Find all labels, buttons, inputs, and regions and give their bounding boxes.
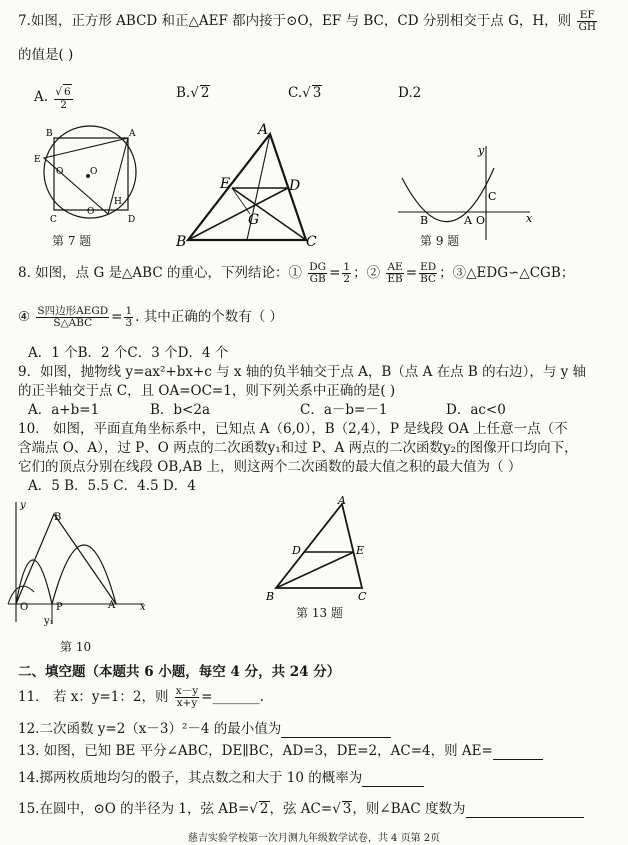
q7-line1: [18, 10, 618, 33]
q9-line1: 9．如图，抛物线 y=ax²+bx+c 与 x 轴的负半轴交于点 A，B（点 A 在点 B 的右边），与 y 轴: [18, 364, 587, 380]
q9-option-d: D．ac<0: [446, 402, 506, 418]
q8-eq2: =: [405, 265, 418, 281]
q10-label-x: x: [140, 602, 146, 613]
q15-part3: ，则∠BAC 度数为: [352, 801, 466, 817]
q9-label-c: C: [488, 190, 497, 203]
q7-option-b-radicand: 2: [200, 85, 210, 101]
q8-figure: [170, 118, 330, 250]
q13-label-c: C: [358, 590, 367, 603]
q8-h1-num: 1: [343, 261, 351, 273]
q10-label-b: B: [54, 512, 62, 523]
q7-option-a-den: 2: [60, 99, 67, 111]
q8-sep1: ；②: [353, 265, 381, 281]
q8-median-ce: [232, 188, 306, 240]
q8-c4-prefix: ④: [18, 309, 31, 325]
q12-answer-blank[interactable]: [281, 723, 391, 738]
q8-f2-num: AE: [387, 261, 403, 273]
q8-h1-den: 2: [343, 273, 351, 285]
q7-caption: 第 7 题: [52, 234, 92, 248]
q7-option-b: B.√ 2: [176, 85, 210, 101]
q11-line: [18, 686, 618, 709]
q8-frac-ed-bc: [419, 262, 437, 285]
q9-figure: [390, 140, 540, 240]
q8-f3-den: BC: [420, 273, 437, 285]
q9-label-b: B: [420, 214, 429, 227]
q15-answer-blank[interactable]: [466, 803, 584, 818]
q7-line2: 的值是( ): [18, 47, 74, 63]
q8-label-e: E: [220, 176, 231, 192]
q13-text: 13. 如图，已知 BE 平分∠ABC，DE∥BC，AD=3，DE=2，AC=4，则 AE=: [18, 743, 493, 759]
q9-label-x: x: [526, 212, 533, 225]
q7-label-h: H: [114, 197, 122, 207]
q7-figure: [28, 118, 148, 230]
q10-label-a: A: [108, 600, 116, 611]
q8-sep2: ；③△EDG∽△CGB；: [439, 265, 575, 281]
q7-label-o: O: [90, 167, 98, 177]
q7-text: 7.如图，正方形 ABCD 和正△AEF 都内接于⊙O，EF 与 BC，CD 分别相交于点 G，H，则: [18, 13, 572, 29]
q10-curve-y1: [16, 560, 52, 604]
page-footer: 慈吉实验学校第一次月测九年级数学试卷，共 4 页第 2页: [187, 833, 441, 844]
q15-part1: 15.在圆中，⊙O 的半径为 1，弦 AB=: [18, 801, 250, 817]
q11-den: x+y: [176, 697, 198, 709]
q8-eq1: =: [329, 265, 341, 281]
q15-part2: ，弦 AC=: [269, 801, 333, 817]
q7-option-a-radicand: 6: [64, 86, 71, 98]
q10-curve-y2: [52, 545, 116, 604]
q7-ratio: [577, 10, 597, 33]
q8-line1: [18, 262, 618, 285]
q9-label-y: y: [478, 144, 485, 157]
q10-label-y: y: [20, 500, 26, 511]
q15-radicand2: 3: [342, 801, 352, 817]
q11-num: x－y: [175, 685, 199, 697]
q10-figure: [4, 496, 164, 630]
q8-segment-eg: [232, 188, 250, 214]
q9-label-a: A: [464, 214, 472, 227]
q8-f3-num: ED: [420, 261, 437, 273]
q7-label-d: D: [128, 215, 136, 225]
q14-answer-blank[interactable]: [362, 772, 424, 787]
q7-label-a: A: [129, 129, 136, 139]
q10-line1: 10． 如图，平面直角坐标系中，已知点 A（6,0），B（2,4），P 是线段 OA 上任意一点（不: [18, 421, 568, 437]
q8-eq3: =: [111, 309, 123, 325]
q13-label-d: D: [292, 544, 301, 557]
q9-option-b: B．b<2a: [150, 402, 211, 418]
q8-options: A．1 个B．2 个C．3 个D．4 个: [28, 345, 229, 361]
q8-h2-num: 1: [125, 305, 133, 317]
q7-ratio-num: EF: [577, 10, 597, 22]
q8-f2-den: EB: [387, 273, 403, 285]
q10-label-y1: y₁: [44, 616, 54, 627]
q10-line2: 含端点 O、A），过 P、O 两点的二次函数y₁和过 P、A 两点的二次函数y₂的图像开口均向下，: [18, 440, 578, 456]
q7-option-a-num: √ 6: [55, 86, 71, 98]
q7-label-f: O: [87, 207, 95, 217]
q7-ratio-den: GH: [578, 21, 597, 33]
q13-label-a: A: [338, 494, 346, 507]
q9-line2: 的正半轴交于点 C，且 OA=OC=1，则下列关系中正确的是( ): [18, 383, 396, 399]
q11-frac: [175, 686, 199, 709]
q9-option-a: A．a+b=1: [28, 402, 100, 418]
q9-label-o: O: [476, 214, 486, 227]
q7-option-b-label: B.: [176, 85, 191, 101]
q10-label-p: P: [56, 602, 63, 613]
q13-triangle-abc: [276, 504, 365, 588]
q14-line: [18, 769, 618, 787]
q8-frac-half: [342, 262, 351, 285]
q10-options: A．5 B．5.5 C．4.5 D．4: [28, 478, 196, 494]
q7-option-d: D.2: [398, 85, 422, 101]
q8-label-g: G: [248, 212, 260, 228]
q8-s-num: S四边形AEGD: [37, 305, 109, 317]
q7-label-b: B: [46, 129, 53, 139]
q15-radicand1: 2: [259, 801, 269, 817]
q8-line2: [18, 306, 618, 329]
q8-frac-ae-eb: [386, 262, 403, 285]
q8-prefix: 8. 如图，点 G 是△ABC 的重心，下列结论：①: [18, 265, 302, 281]
section2-title: 二、填空题（本题共 6 小题，每空 4 分，共 24 分）: [18, 664, 341, 680]
q8-label-b: B: [176, 234, 187, 250]
q13-label-b: B: [266, 590, 275, 603]
q10-line3: 它们的顶点分别在线段 OB,AB 上，则这两个二次函数的最大值之积的最大值为（ ）: [18, 459, 522, 475]
q8-f1-den: GB: [309, 273, 326, 285]
q8-h2-den: 3: [125, 317, 133, 329]
q8-f1-num: DG: [309, 261, 327, 273]
q8-s-den: S△ABC: [53, 317, 93, 329]
q13-caption: 第 13 题: [296, 606, 343, 620]
q8-label-c: C: [306, 234, 317, 250]
q14-text: 14.掷两枚质地均匀的骰子，其点数之和大于 10 的概率为: [18, 770, 363, 786]
q8-frac-dg-gb: [308, 262, 327, 285]
q13-figure: [262, 494, 382, 606]
q7-option-a: [34, 84, 75, 111]
q7-option-c-radicand: 3: [312, 85, 322, 101]
q10-segments-ob-ab: [16, 514, 116, 604]
q8-label-a: A: [258, 122, 269, 138]
q8-frac-area: [36, 306, 109, 329]
q13-answer-blank[interactable]: [493, 745, 543, 760]
q15-line: 15.在圆中，⊙O 的半径为 1，弦 AB=√ 2，弦 AC=√ 3，则∠BAC 度数为: [18, 800, 618, 818]
q11-suffix: =_______.: [201, 689, 265, 705]
q7-label-g: O: [56, 167, 64, 177]
q12-line: [18, 720, 618, 738]
q13-label-e: E: [356, 544, 365, 557]
q12-text: 12.二次函数 y=2（x－3）²－4 的最小值为: [18, 721, 282, 737]
q10-label-o: O: [20, 602, 29, 613]
q7-option-c-label: C.: [288, 85, 303, 101]
q7-option-a-frac: [54, 84, 72, 111]
q8-label-d: D: [289, 178, 301, 194]
q9-option-c: C．a－b=－1: [300, 402, 388, 418]
q8-frac-third: [124, 306, 133, 329]
q11-prefix: 11． 若 x：y=1：2，则: [18, 689, 169, 705]
q9-caption: 第 9 题: [420, 234, 460, 248]
q8-median-bd: [188, 188, 288, 240]
q7-label-c: C: [50, 215, 57, 225]
q7-option-a-label: A.: [34, 89, 49, 105]
q13-segment-be: [276, 552, 354, 588]
q7-option-c: C.√ 3: [288, 85, 322, 101]
q10-caption: 第 10: [60, 640, 92, 654]
q8-c4-suffix: . 其中正确的个数有（ ）: [135, 309, 284, 325]
q13-line: [18, 742, 618, 760]
q7-label-e: E: [34, 155, 41, 165]
